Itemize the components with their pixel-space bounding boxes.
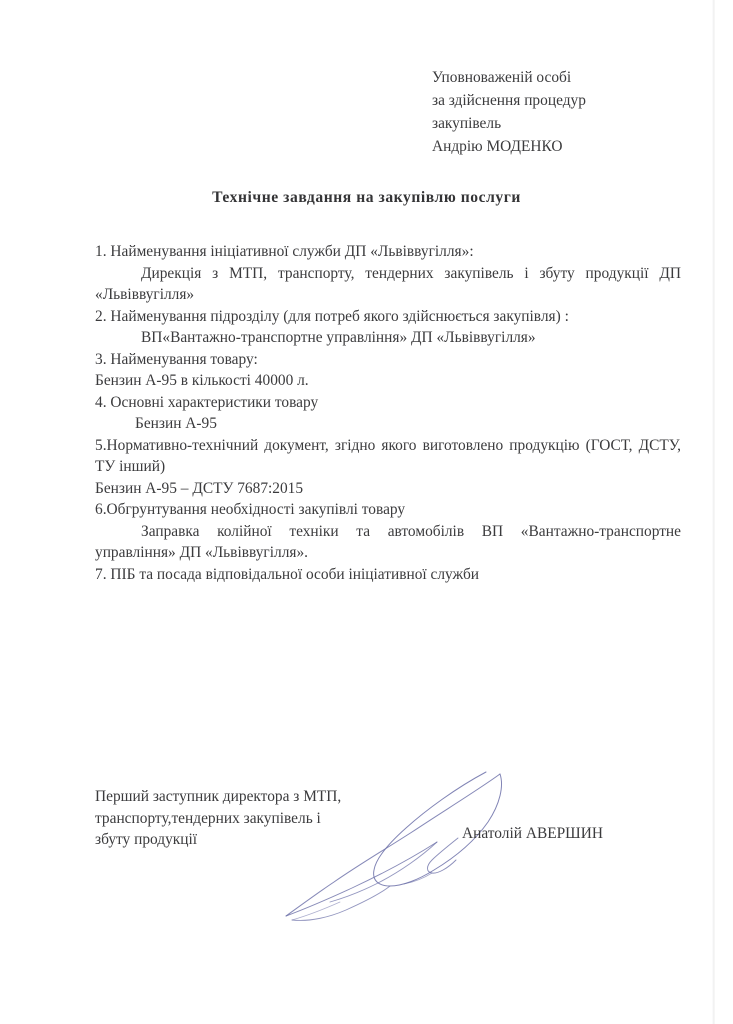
item-6-text: Заправка колійної техніки та автомобілів ВП «Вантажно-транспортне управління» ДП «Львіввугілля». bbox=[95, 522, 681, 561]
item-4-text: Бензин А-95 bbox=[135, 415, 217, 432]
item-1-heading: 1. Найменування ініціативної служби ДП «Львіввугілля»: bbox=[95, 243, 474, 260]
item-3-heading: 3. Найменування товару: bbox=[95, 350, 258, 368]
page-right-margin bbox=[715, 0, 733, 1024]
signer-position-block bbox=[95, 786, 395, 851]
signer-name: Анатолій АВЕРШИН bbox=[462, 825, 603, 842]
item-7-heading: 7. ПІБ та посада відповідальної особи ініціативної служби bbox=[95, 565, 480, 583]
item-5-text: Бензин А-95 – ДСТУ 7687:2015 bbox=[95, 479, 304, 497]
addressee-line-4: Андрію МОДЕНКО bbox=[432, 138, 563, 155]
item-3-text: Бензин А-95 в кількості 40000 л. bbox=[95, 372, 309, 389]
signer-position-line-1: Перший заступник директора з МТП, bbox=[95, 788, 342, 805]
document-title: Технічне завдання на закупівлю послуги bbox=[212, 189, 521, 206]
item-2-heading: 2. Найменування підрозділу (для потреб якого здійснюється закупівля) : bbox=[95, 307, 569, 325]
item-4-heading: 4. Основні характеристики товару bbox=[95, 393, 319, 411]
addressee-line-1: Уповноваженій особі bbox=[432, 69, 572, 86]
signer-position-line-2: транспорту,тендерних закупівель і bbox=[95, 809, 321, 827]
addressee-block bbox=[432, 66, 692, 158]
item-1-text: Дирекція з МТП, транспорту, тендерних закупівель і збуту продукції ДП «Львіввугілля» bbox=[95, 264, 681, 303]
item-2-text: ВП«Вантажно-транспортне управління» ДП «Львіввугілля» bbox=[141, 329, 536, 346]
item-6-heading: 6.Обгрунтування необхідності закупівлі товару bbox=[95, 501, 406, 518]
addressee-line-3: закупівель bbox=[432, 115, 502, 132]
document-body bbox=[95, 241, 681, 585]
addressee-line-2: за здійснення процедур bbox=[432, 92, 586, 109]
signer-position-line-3: збуту продукції bbox=[95, 831, 198, 848]
item-5-heading: 5.Нормативно-технічний документ, згідно якого виготовлено продукцію (ГОСТ, ДСТУ, ТУ інший) bbox=[95, 436, 681, 475]
